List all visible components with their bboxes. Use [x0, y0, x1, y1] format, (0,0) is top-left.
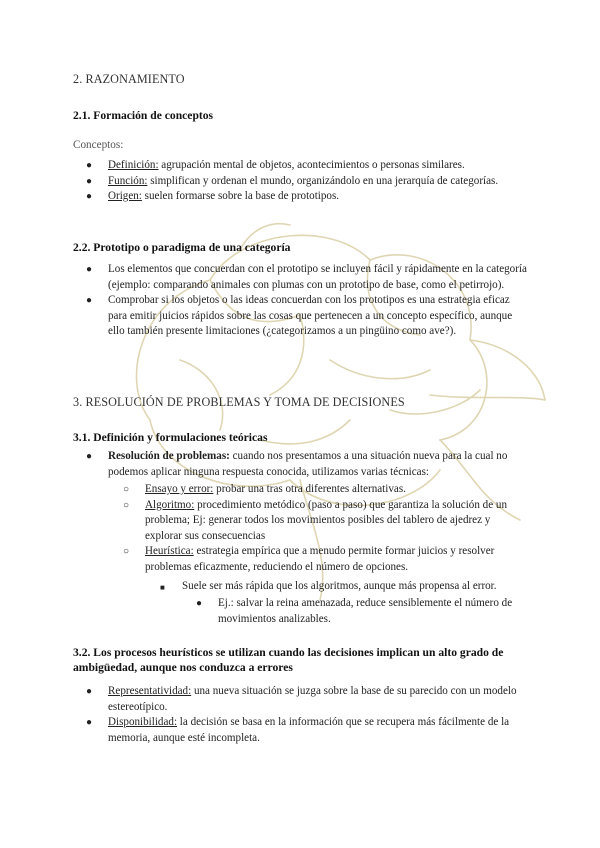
- list-item: ○ Ensayo y error: probar una tras otra diferentes alternativas.: [123, 483, 406, 495]
- list-item: ● Comprobar si los objetos o las ideas concuerdan con los prototipos es una estrategia eficaz para emitir juicios rápidos sobre las cosas que pertenecen a un concepto específico, aunque ello también presente limitaciones (¿categorizamos a un pingüino como ave?).: [86, 294, 513, 338]
- list-item: ● Los elementos que concuerdan con el prototipo se incluyen fácil y rápidamente en la categoría (ejemplo: comparando animales con plumas con un prototipo de base, como el petirrojo).: [86, 263, 527, 291]
- list-item: ■ Suele ser más rápida que los algoritmos, aunque más propensa al error.: [160, 580, 497, 592]
- list-item: ● Representatividad: una nueva situación se juzga sobre la base de su parecido con un modelo estereotípico.: [86, 685, 517, 713]
- subsection-heading-2-1: 2.1. Formación de conceptos: [73, 109, 214, 122]
- concepts-list: [86, 158, 528, 205]
- list-item: ● Definición: agrupación mental de objetos, acontecimientos o personas similares.: [86, 159, 465, 171]
- list-item: ● Función: simplifican y ordenan el mundo, organizándolo en una jerarquía de categorías.: [86, 174, 499, 187]
- concepts-lead: Conceptos:: [73, 139, 124, 151]
- problem-solving-list: [86, 449, 528, 480]
- list-item: ● Ej.: salvar la reina amenazada, reduce sensiblemente el número de movimientos analizables.: [196, 597, 513, 625]
- list-item: ● Origen: suelen formarse sobre la base de prototipos.: [86, 190, 340, 203]
- list-item: ● Resolución de problemas: cuando nos presentamos a una situación nueva para la cual no podemos aplicar ninguna respuesta conocida, utilizamos varias técnicas:: [86, 450, 508, 478]
- list-item: ○ Algoritmo: procedimiento metódico (paso a paso) que garantiza la solución de un problema; Ej: generar todos los movimientos posibles del tablero de ajedrez y explorar sus consecuencias: [123, 498, 507, 542]
- heuristic-note-list: [160, 579, 532, 595]
- subsection-heading-3-1: 3.1. Definición y formulaciones teóricas: [73, 431, 268, 444]
- subsection-heading-2-2: 2.2. Prototipo o paradigma de una categoría: [73, 241, 291, 254]
- section-heading-2: 2. RAZONAMIENTO: [73, 72, 185, 86]
- heuristic-example-list: [196, 596, 530, 627]
- prototype-list: [86, 262, 528, 340]
- techniques-list: [123, 482, 530, 576]
- list-item: ○ Heurística: estrategia empírica que a menudo permite formar juicios y resolver problemas eficazmente, reduciendo el número de opciones.: [123, 545, 495, 573]
- list-item: ● Disponibilidad: la decisión se basa en la información que se recupera más fácilmente de la memoria, aunque esté incompleta.: [86, 716, 510, 744]
- subsection-heading-3-2: 3.2. Los procesos heurísticos se utilizan cuando las decisiones implican un alto grado de ambigüedad, aunque nos conduzca a errores: [73, 646, 504, 674]
- section-heading-3: 3. RESOLUCIÓN DE PROBLEMAS Y TOMA DE DECISIONES: [73, 395, 405, 409]
- heuristics-list: [86, 684, 528, 746]
